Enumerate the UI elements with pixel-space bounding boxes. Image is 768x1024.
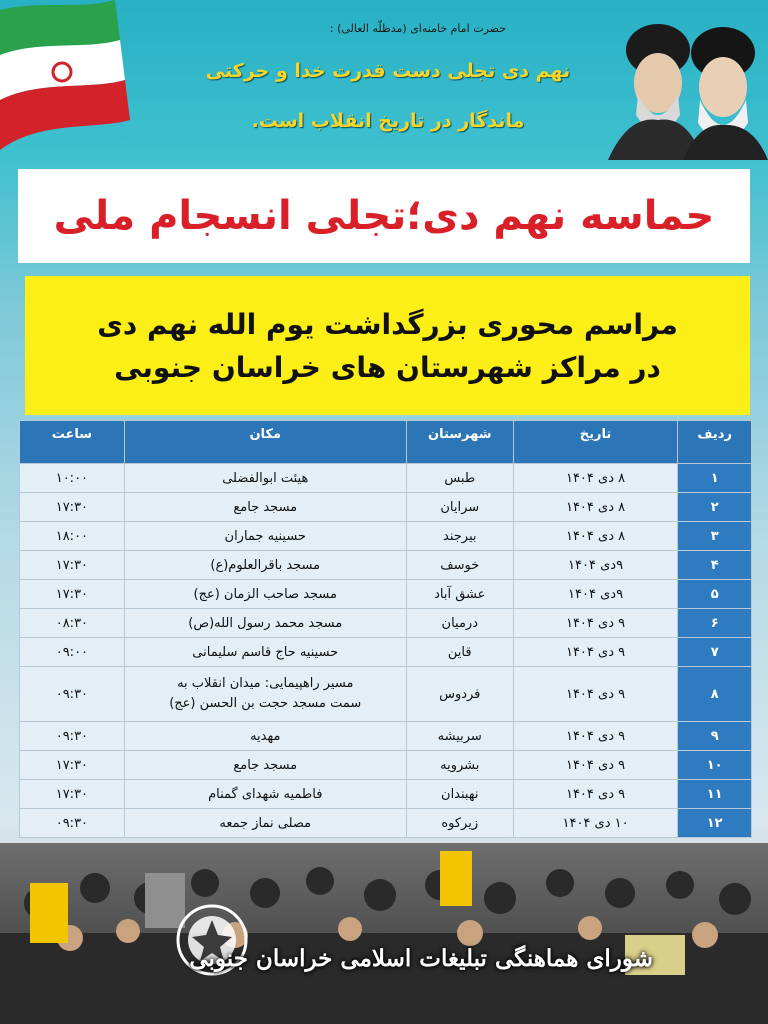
row-number: ۸: [678, 667, 752, 722]
event-time: ۱۷:۳۰: [20, 780, 125, 809]
subtitle-line-2: در مراکز شهرستان های خراسان جنوبی: [114, 350, 661, 384]
event-city: سرایان: [406, 493, 513, 522]
event-city: نهبندان: [406, 780, 513, 809]
row-number: ۱۲: [678, 809, 752, 838]
subtitle-line-1: مراسم محوری بزرگداشت یوم الله نهم دی: [97, 307, 678, 341]
table-row: [20, 551, 752, 580]
header-row-number: ردیف: [678, 421, 752, 464]
header-banner: [0, 0, 768, 165]
main-title: حماسه نهم دی؛تجلی انسجام ملی: [53, 193, 715, 239]
table-row: [20, 464, 752, 493]
event-city: سربیشه: [406, 722, 513, 751]
iran-flag-icon: [0, 0, 180, 160]
event-date: ۹ دی ۱۴۰۴: [513, 609, 678, 638]
event-time: ۱۷:۳۰: [20, 551, 125, 580]
event-place: مسجد باقرالعلوم(ع): [124, 551, 406, 580]
subtitle-box: [25, 276, 750, 415]
event-date: ۹ دی ۱۴۰۴: [513, 722, 678, 751]
event-time: ۱۰:۰۰: [20, 464, 125, 493]
event-place-line-1: مسیر راهپیمایی: میدان انقلاب به: [177, 676, 354, 691]
organization-name: شورای هماهنگی تبلیغات اسلامی خراسان جنوبی: [189, 945, 653, 972]
event-date: ۹دی ۱۴۰۴: [513, 580, 678, 609]
quote-line-1: نهم دی تجلی دست قدرت خدا و حرکتی: [205, 60, 571, 82]
leaders-portrait-image: [608, 5, 768, 160]
event-place: مسجد محمد رسول الله(ص): [124, 609, 406, 638]
row-number: ۲: [678, 493, 752, 522]
event-city: فردوس: [406, 667, 513, 722]
row-number: ۹: [678, 722, 752, 751]
event-place: حسینیه جماران: [124, 522, 406, 551]
quote-attribution: حضرت امام خامنه‌ای (مدظلّه العالی) :: [329, 22, 506, 35]
event-date: ۹ دی ۱۴۰۴: [513, 667, 678, 722]
event-place: مسجد جامع: [124, 751, 406, 780]
event-city: قاین: [406, 638, 513, 667]
table-row: [20, 722, 752, 751]
header-city: شهرستان: [406, 421, 513, 464]
event-city: درمیان: [406, 609, 513, 638]
table-row: [20, 580, 752, 609]
event-place: مهدیه: [124, 722, 406, 751]
event-place: حسینیه حاج قاسم سلیمانی: [124, 638, 406, 667]
event-place: [124, 667, 406, 722]
event-place: مسجد صاحب الزمان (عج): [124, 580, 406, 609]
table-row: [20, 638, 752, 667]
event-city: طبس: [406, 464, 513, 493]
event-date: ۹دی ۱۴۰۴: [513, 551, 678, 580]
crowd-photo: [0, 843, 768, 1024]
event-city: خوسف: [406, 551, 513, 580]
event-time: ۱۷:۳۰: [20, 493, 125, 522]
event-time: ۰۹:۳۰: [20, 809, 125, 838]
main-title-box: [18, 169, 750, 263]
row-number: ۱۰: [678, 751, 752, 780]
event-time: ۰۹:۳۰: [20, 722, 125, 751]
event-date: ۸ دی ۱۴۰۴: [513, 522, 678, 551]
row-number: ۷: [678, 638, 752, 667]
events-table: [19, 420, 752, 838]
table-row: [20, 809, 752, 838]
table-row: [20, 780, 752, 809]
event-place: هیئت ابوالفضلی: [124, 464, 406, 493]
row-number: ۵: [678, 580, 752, 609]
header-time: ساعت: [20, 421, 125, 464]
header-place: مکان: [124, 421, 406, 464]
row-number: ۶: [678, 609, 752, 638]
event-place-line-2: سمت مسجد حجت بن الحسن (عج): [169, 696, 362, 711]
event-date: ۹ دی ۱۴۰۴: [513, 638, 678, 667]
row-number: ۳: [678, 522, 752, 551]
event-time: ۱۷:۳۰: [20, 580, 125, 609]
row-number: ۱: [678, 464, 752, 493]
table-row: [20, 522, 752, 551]
quote-line-2: ماندگار در تاریخ انقلاب است.: [251, 110, 525, 132]
table-row: [20, 493, 752, 522]
event-place: مصلی نماز جمعه: [124, 809, 406, 838]
event-city: عشق آباد: [406, 580, 513, 609]
crowd-silhouette-image: [0, 843, 768, 1024]
table-row: [20, 751, 752, 780]
event-time: ۰۹:۳۰: [20, 667, 125, 722]
table-row: [20, 609, 752, 638]
table-header-row: [20, 421, 752, 464]
event-time: ۱۷:۳۰: [20, 751, 125, 780]
event-place: فاطمیه شهدای گمنام: [124, 780, 406, 809]
event-time: ۰۹:۰۰: [20, 638, 125, 667]
event-date: ۹ دی ۱۴۰۴: [513, 780, 678, 809]
table-row: [20, 667, 752, 722]
event-date: ۸ دی ۱۴۰۴: [513, 493, 678, 522]
header-date: تاریخ: [513, 421, 678, 464]
event-city: بیرجند: [406, 522, 513, 551]
row-number: ۴: [678, 551, 752, 580]
row-number: ۱۱: [678, 780, 752, 809]
event-time: ۱۸:۰۰: [20, 522, 125, 551]
event-city: زیرکوه: [406, 809, 513, 838]
event-place: مسجد جامع: [124, 493, 406, 522]
event-date: ۸ دی ۱۴۰۴: [513, 464, 678, 493]
event-city: بشرویه: [406, 751, 513, 780]
event-date: ۱۰ دی ۱۴۰۴: [513, 809, 678, 838]
event-date: ۹ دی ۱۴۰۴: [513, 751, 678, 780]
event-time: ۰۸:۳۰: [20, 609, 125, 638]
